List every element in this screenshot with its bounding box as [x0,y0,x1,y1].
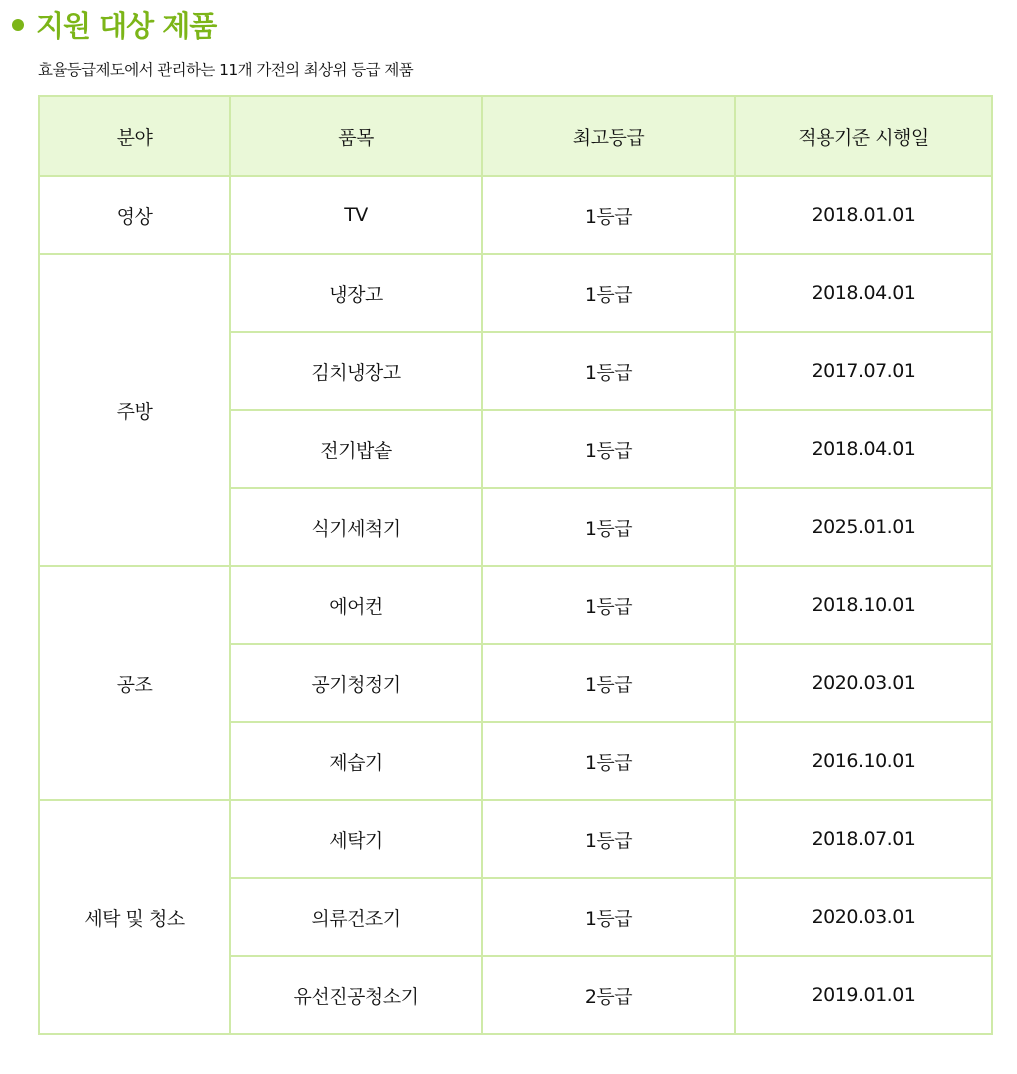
grade-cell: 1등급 [482,488,735,566]
date-cell: 2025.01.01 [735,488,992,566]
category-cell: 공조 [39,566,230,800]
table-row [39,254,992,332]
item-cell: TV [230,176,482,254]
item-cell: 제습기 [230,722,482,800]
table-body [39,176,992,1034]
grade-cell: 1등급 [482,878,735,956]
date-cell: 2020.03.01 [735,878,992,956]
products-table [38,95,993,1035]
item-cell: 공기청정기 [230,644,482,722]
table-row [39,800,992,878]
item-cell: 전기밥솥 [230,410,482,488]
table-row [39,566,992,644]
date-cell: 2019.01.01 [735,956,992,1034]
grade-cell: 1등급 [482,332,735,410]
header-grade: 최고등급 [482,96,735,176]
item-cell: 식기세척기 [230,488,482,566]
grade-cell: 1등급 [482,254,735,332]
category-cell: 주방 [39,254,230,566]
date-cell: 2017.07.01 [735,332,992,410]
table-row [39,176,992,254]
header-item: 품목 [230,96,482,176]
page-subtitle: 효율등급제도에서 관리하는 11개 가전의 최상위 등급 제품 [38,61,414,79]
grade-cell: 1등급 [482,410,735,488]
table-header-row [39,96,992,176]
item-cell: 의류건조기 [230,878,482,956]
date-cell: 2018.01.01 [735,176,992,254]
category-cell: 영상 [39,176,230,254]
grade-cell: 1등급 [482,644,735,722]
date-cell: 2018.07.01 [735,800,992,878]
date-cell: 2020.03.01 [735,644,992,722]
item-cell: 에어컨 [230,566,482,644]
grade-cell: 1등급 [482,176,735,254]
page-title: 지원 대상 제품 [36,8,217,43]
grade-cell: 1등급 [482,566,735,644]
date-cell: 2018.04.01 [735,254,992,332]
item-cell: 냉장고 [230,254,482,332]
item-cell: 유선진공청소기 [230,956,482,1034]
grade-cell: 1등급 [482,800,735,878]
header-date: 적용기준 시행일 [735,96,992,176]
item-cell: 김치냉장고 [230,332,482,410]
date-cell: 2018.04.01 [735,410,992,488]
item-cell: 세탁기 [230,800,482,878]
section-header [12,4,216,44]
header-category: 분야 [39,96,230,176]
category-cell: 세탁 및 청소 [39,800,230,1034]
grade-cell: 2등급 [482,956,735,1034]
grade-cell: 1등급 [482,722,735,800]
date-cell: 2018.10.01 [735,566,992,644]
bullet-icon [12,19,24,31]
date-cell: 2016.10.01 [735,722,992,800]
